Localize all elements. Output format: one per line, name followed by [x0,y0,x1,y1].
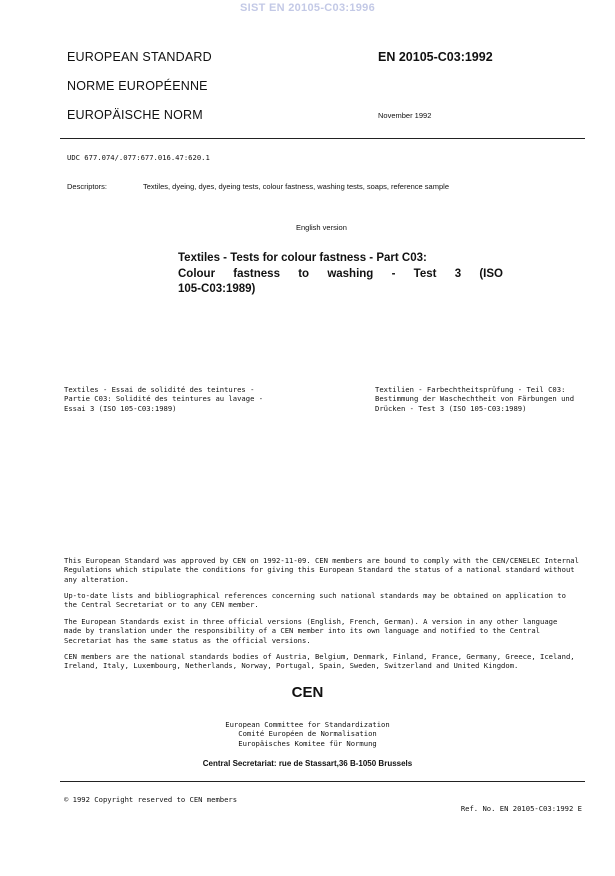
title-line-1: Textiles - Tests for colour fastness - Part C03: [178,252,427,264]
standard-number: EN 20105-C03:1992 [378,50,493,64]
cen-name-fr: Comité Européen de Normalisation [238,729,377,739]
cen-names [0,720,615,748]
central-secretariat: Central Secretariat: rue de Stassart,36 B-1050 Brussels [202,759,413,768]
title-de-line-2: Bestimmung der Waschechtheit von Färbungen und [375,394,575,404]
header-divider [60,138,585,139]
header-europaische-norm: EUROPÄISCHE NORM [67,108,203,122]
approval-paragraph [64,556,584,584]
cen-logo: CEN [291,684,324,701]
document-title [178,251,503,298]
header-norme-europeenne: NORME EUROPÉENNE [67,79,208,93]
para-line: the Central Secretariat or to any CEN member. [64,600,259,610]
footer-divider [60,781,585,782]
descriptors-label: Descriptors: [67,182,108,191]
title-fr-line-3: Essai 3 (ISO 105-C03:1989) [64,403,177,413]
references-paragraph [64,591,584,610]
para-line: This European Standard was approved by CEN on 1992-11-09. CEN members are bound to comply with the CEN/CENELEC Internal [64,556,579,565]
title-french [64,385,279,413]
para-line: Ireland, Italy, Luxembourg, Netherlands, Norway, Portugal, Spain, Sweden, Switzerland and United Kingdom. [64,661,519,671]
cen-name-de: Europäisches Komitee für Normung [238,738,377,748]
title-line-3: 105-C03:1989) [178,283,256,295]
para-line: made by translation under the responsibility of a CEN member into its own language and notified to the Central [64,626,540,636]
cen-name-en: European Committee for Standardization [225,720,390,729]
reference-number: Ref. No. EN 20105-C03:1992 E [460,804,582,813]
title-de-line-3: Drücken - Test 3 (ISO 105-C03:1989) [375,403,527,413]
watermark: SIST EN 20105-C03:1996 [239,2,375,14]
version-label: English version [296,223,347,232]
publication-date: November 1992 [378,111,432,120]
copyright-notice: © 1992 Copyright reserved to CEN members [64,795,238,804]
para-line: any alteration. [64,574,129,584]
title-line-2: Colour fastness to washing - Test 3 (ISO [178,267,503,280]
para-line: Regulations which stipulate the conditions for giving this European Standard the status of a national standard without [64,565,575,575]
title-fr-line-2: Partie C03: Solidité des teintures au lavage - [64,394,264,404]
title-german [375,385,590,413]
para-line: Secretariat has the same status as the official versions. [64,635,311,645]
para-line: Up-to-date lists and bibliographical references concerning such national standards may be obtained on application to [64,591,566,600]
header-european-standard: EUROPEAN STANDARD [67,50,212,64]
title-fr-line-1: Textiles - Essai de solidité des teintures - [64,385,255,394]
para-line: The European Standards exist in three official versions (English, French, German). A version in any other language [64,617,558,626]
para-line: CEN members are the national standards bodies of Austria, Belgium, Denmark, Finland, France, Germany, Greece, Iceland, [64,652,575,661]
versions-paragraph [64,617,584,645]
title-de-line-1: Textilien - Farbechtheitsprüfung - Teil C03: [375,385,566,394]
members-paragraph [64,652,584,671]
descriptors-value: Textiles, dyeing, dyes, dyeing tests, colour fastness, washing tests, soaps, reference sample [143,182,449,191]
udc-code: UDC 677.074/.077:677.016.47:620.1 [67,153,210,162]
